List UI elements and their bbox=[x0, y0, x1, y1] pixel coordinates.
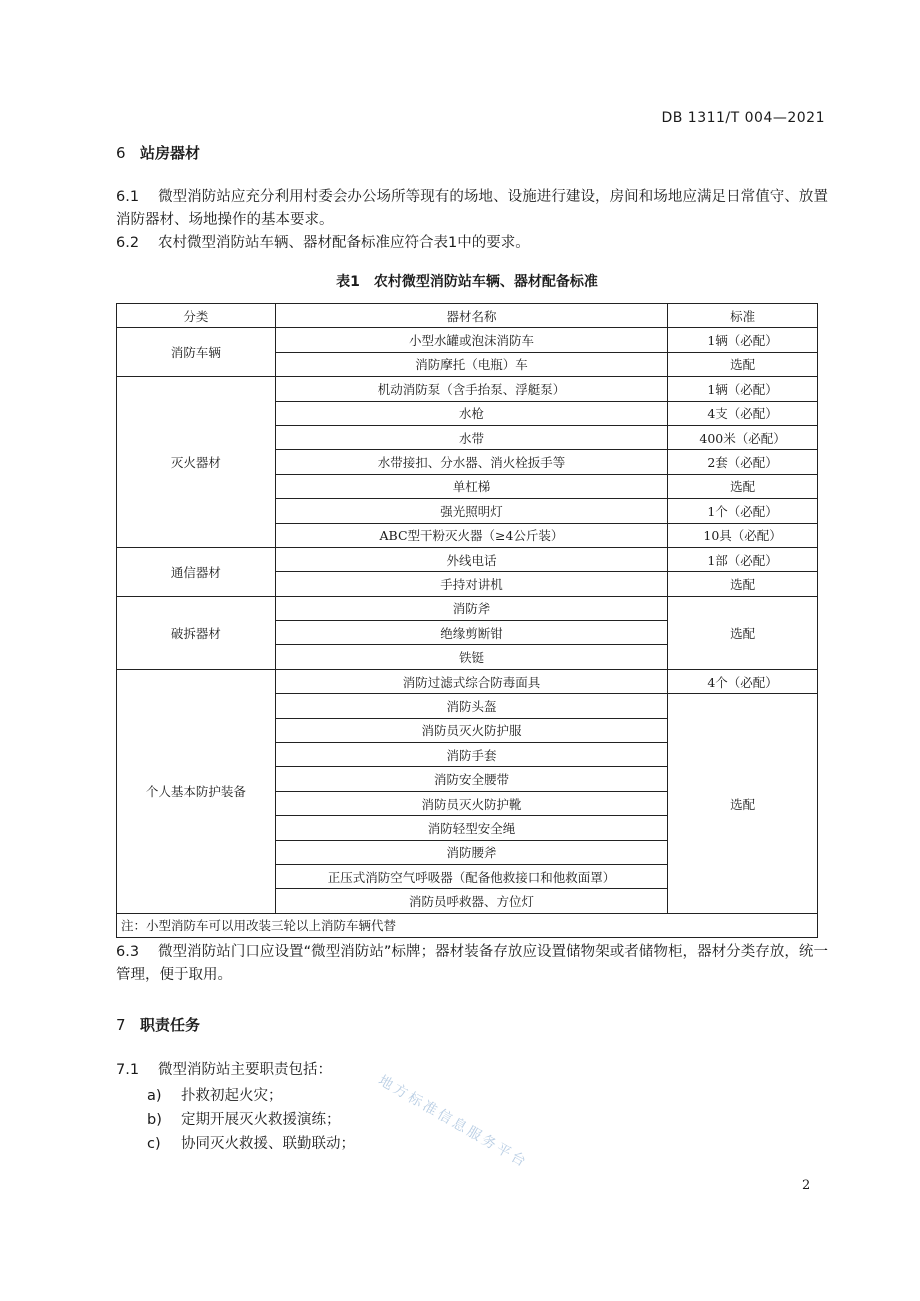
section-number: 7 bbox=[116, 1016, 126, 1034]
clause-text: 微型消防站门口应设置“微型消防站”标牌；器材装备存放应设置储物架或者储物柜，器材分类存放，统一管理，便于取用。 bbox=[116, 944, 828, 983]
standard-code: DB 1311/T 004—2021 bbox=[661, 110, 825, 126]
item-standard: 4支（必配） bbox=[668, 401, 818, 425]
item-standard: 4个（必配） bbox=[668, 669, 818, 693]
table-row bbox=[117, 596, 818, 620]
item-standard: 400米（必配） bbox=[668, 425, 818, 449]
list-text: 定期开展灭火救援演练； bbox=[181, 1112, 341, 1128]
item-name: 消防安全腰带 bbox=[275, 767, 667, 791]
item-name: 水带 bbox=[275, 425, 667, 449]
category-cell: 灭火器材 bbox=[117, 377, 276, 548]
item-name: 水枪 bbox=[275, 401, 667, 425]
equipment-table bbox=[116, 303, 818, 938]
clause-6-3 bbox=[116, 941, 828, 987]
table-row bbox=[117, 377, 818, 401]
table-title bbox=[116, 271, 818, 291]
item-standard: 1辆（必配） bbox=[668, 328, 818, 352]
table-note-row bbox=[117, 913, 818, 937]
page-number: 2 bbox=[802, 1178, 811, 1193]
item-name: 消防头盔 bbox=[275, 694, 667, 718]
item-name: 消防员灭火防护服 bbox=[275, 718, 667, 742]
list-item bbox=[147, 1084, 283, 1105]
section-6-heading bbox=[116, 142, 200, 163]
item-name: 消防员灭火防护靴 bbox=[275, 791, 667, 815]
clause-id: 6.2 bbox=[116, 235, 140, 251]
list-item bbox=[147, 1108, 341, 1129]
category-cell: 通信器材 bbox=[117, 547, 276, 596]
item-name: 绝缘剪断钳 bbox=[275, 621, 667, 645]
section-title: 职责任务 bbox=[140, 1016, 201, 1034]
list-text: 扑救初起火灾； bbox=[181, 1088, 283, 1104]
item-standard: 1部（必配） bbox=[668, 547, 818, 571]
category-cell: 消防车辆 bbox=[117, 328, 276, 377]
clause-text: 微型消防站应充分利用村委会办公场所等现有的场地、设施进行建设，房间和场地应满足日常值守、放置消防器材、场地操作的基本要求。 bbox=[116, 189, 828, 228]
item-name: 消防斧 bbox=[275, 596, 667, 620]
item-name: 水带接扣、分水器、消火栓扳手等 bbox=[275, 450, 667, 474]
list-label: a) bbox=[147, 1088, 162, 1104]
section-title: 站房器材 bbox=[140, 144, 201, 162]
item-name: 消防手套 bbox=[275, 743, 667, 767]
table-row bbox=[117, 669, 818, 693]
table-note: 注：小型消防车可以用改装三轮以上消防车辆代替 bbox=[117, 913, 818, 937]
watermark: 地方标准信息服务平台 bbox=[375, 1072, 531, 1172]
item-name: 消防摩托（电瓶）车 bbox=[275, 352, 667, 376]
item-name: 消防员呼救器、方位灯 bbox=[275, 889, 667, 913]
item-name: 机动消防泵（含手抬泵、浮艇泵） bbox=[275, 377, 667, 401]
item-standard: 选配 bbox=[668, 352, 818, 376]
item-standard: 2套（必配） bbox=[668, 450, 818, 474]
clause-7-1 bbox=[116, 1059, 828, 1082]
list-text: 协同灭火救援、联勤联动； bbox=[181, 1136, 355, 1152]
section-7-heading bbox=[116, 1014, 200, 1035]
item-name: 消防腰斧 bbox=[275, 840, 667, 864]
table-number: 表1 bbox=[336, 274, 360, 290]
item-name: 铁铤 bbox=[275, 645, 667, 669]
section-number: 6 bbox=[116, 144, 126, 162]
item-standard: 选配 bbox=[668, 694, 818, 914]
item-name: ABC型干粉灭火器（≥4公斤装） bbox=[275, 523, 667, 547]
category-cell: 个人基本防护装备 bbox=[117, 669, 276, 913]
item-name: 消防轻型安全绳 bbox=[275, 816, 667, 840]
item-standard: 选配 bbox=[668, 572, 818, 596]
table-caption: 农村微型消防站车辆、器材配备标准 bbox=[373, 274, 598, 290]
item-name: 单杠梯 bbox=[275, 474, 667, 498]
header-category: 分类 bbox=[117, 304, 276, 328]
item-name: 强光照明灯 bbox=[275, 499, 667, 523]
item-name: 消防过滤式综合防毒面具 bbox=[275, 669, 667, 693]
item-name: 外线电话 bbox=[275, 547, 667, 571]
item-standard: 1个（必配） bbox=[668, 499, 818, 523]
list-label: c) bbox=[147, 1136, 161, 1152]
clause-text: 微型消防站主要职责包括： bbox=[158, 1062, 332, 1078]
table-row bbox=[117, 547, 818, 571]
clause-6-2 bbox=[116, 232, 828, 255]
category-cell: 破拆器材 bbox=[117, 596, 276, 669]
item-standard: 选配 bbox=[668, 596, 818, 669]
item-name: 小型水罐或泡沫消防车 bbox=[275, 328, 667, 352]
clause-text: 农村微型消防站车辆、器材配备标准应符合表1中的要求。 bbox=[158, 235, 530, 251]
item-standard: 10具（必配） bbox=[668, 523, 818, 547]
header-item-name: 器材名称 bbox=[275, 304, 667, 328]
clause-id: 6.3 bbox=[116, 944, 140, 960]
list-label: b) bbox=[147, 1112, 162, 1128]
table-header-row bbox=[117, 304, 818, 328]
table-row bbox=[117, 328, 818, 352]
item-standard: 选配 bbox=[668, 474, 818, 498]
clause-6-1 bbox=[116, 186, 828, 232]
clause-id: 6.1 bbox=[116, 189, 140, 205]
header-standard: 标准 bbox=[668, 304, 818, 328]
clause-id: 7.1 bbox=[116, 1062, 140, 1078]
item-standard: 1辆（必配） bbox=[668, 377, 818, 401]
item-name: 正压式消防空气呼吸器（配备他救接口和他救面罩） bbox=[275, 864, 667, 888]
list-item bbox=[147, 1132, 355, 1153]
item-name: 手持对讲机 bbox=[275, 572, 667, 596]
